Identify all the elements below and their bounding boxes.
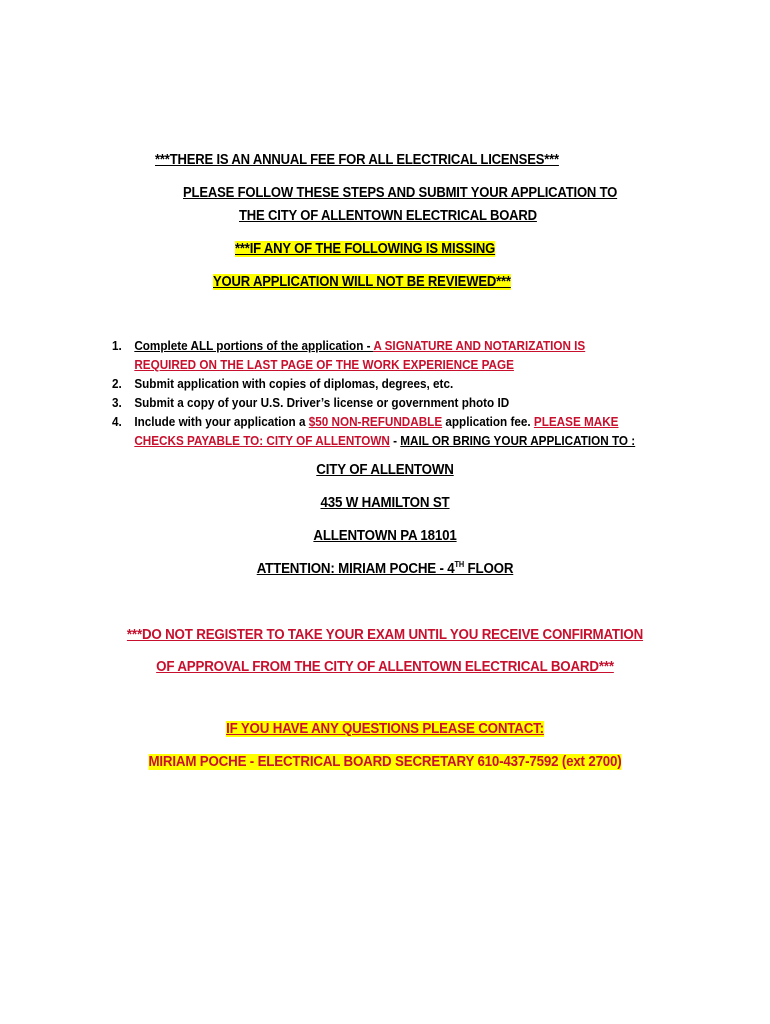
exam-warning-line-1: ***DO NOT REGISTER TO TAKE YOUR EXAM UNTIL YOU RECEIVE CONFIRMATION	[126, 627, 644, 643]
address-city: ALLENTOWN PA 18101	[313, 528, 457, 544]
step-4	[112, 413, 689, 451]
step-text: Complete ALL portions of the application -	[134, 339, 374, 353]
step-emphasis: REQUIRED ON THE LAST PAGE OF THE WORK EXPERIENCE PAGE	[134, 358, 514, 372]
contact-person: MIRIAM POCHE - ELECTRICAL BOARD SECRETARY 610-437-7592 (ext 2700)	[148, 754, 622, 770]
step-emphasis: PLEASE MAKE	[533, 415, 619, 429]
missing-warning-line-2: YOUR APPLICATION WILL NOT BE REVIEWED***	[213, 274, 511, 290]
fee-amount: $50 NON-REFUNDABLE	[308, 415, 443, 429]
address-street: 435 W HAMILTON ST	[320, 495, 450, 511]
step-2	[112, 375, 689, 394]
step-3	[112, 394, 689, 413]
mail-instruction: MAIL OR BRING YOUR APPLICATION TO :	[400, 434, 636, 448]
step-1	[112, 337, 689, 375]
exam-warning-line-2: OF APPROVAL FROM THE CITY OF ALLENTOWN ELECTRICAL BOARD***	[156, 659, 614, 675]
follow-steps-line-1: PLEASE FOLLOW THESE STEPS AND SUBMIT YOUR APPLICATION TO	[183, 185, 618, 201]
annual-fee-notice: ***THERE IS AN ANNUAL FEE FOR ALL ELECTRICAL LICENSES***	[155, 152, 559, 168]
step-text: Submit application with copies of diplomas, degrees, etc.	[134, 377, 454, 391]
contact-heading: IF YOU HAVE ANY QUESTIONS PLEASE CONTACT:	[226, 721, 544, 737]
steps-list	[112, 337, 732, 451]
address-name: CITY OF ALLENTOWN	[316, 462, 454, 478]
step-number: 3.	[112, 396, 122, 410]
contact-block-line-1	[31, 721, 739, 737]
follow-steps-line-2: THE CITY OF ALLENTOWN ELECTRICAL BOARD	[239, 208, 537, 224]
step-text: Submit a copy of your U.S. Driver’s license or government photo ID	[134, 396, 510, 410]
step-separator: -	[389, 434, 401, 448]
payable-to: CHECKS PAYABLE TO: CITY OF ALLENTOWN	[134, 434, 390, 448]
step-number: 1.	[112, 339, 122, 353]
contact-block-line-2	[31, 754, 739, 770]
missing-warning-line-1: ***IF ANY OF THE FOLLOWING IS MISSING	[235, 241, 496, 257]
address-attention	[31, 561, 739, 577]
attention-prefix: ATTENTION: MIRIAM POCHE - 4	[256, 561, 455, 577]
step-emphasis: A SIGNATURE AND NOTARIZATION IS	[373, 339, 586, 353]
step-text: application fee.	[442, 415, 534, 429]
step-number: 2.	[112, 377, 122, 391]
attention-suffix: FLOOR	[463, 561, 514, 577]
step-text: Include with your application a	[134, 415, 309, 429]
attention-superscript: TH	[454, 560, 464, 570]
step-number: 4.	[112, 415, 122, 429]
